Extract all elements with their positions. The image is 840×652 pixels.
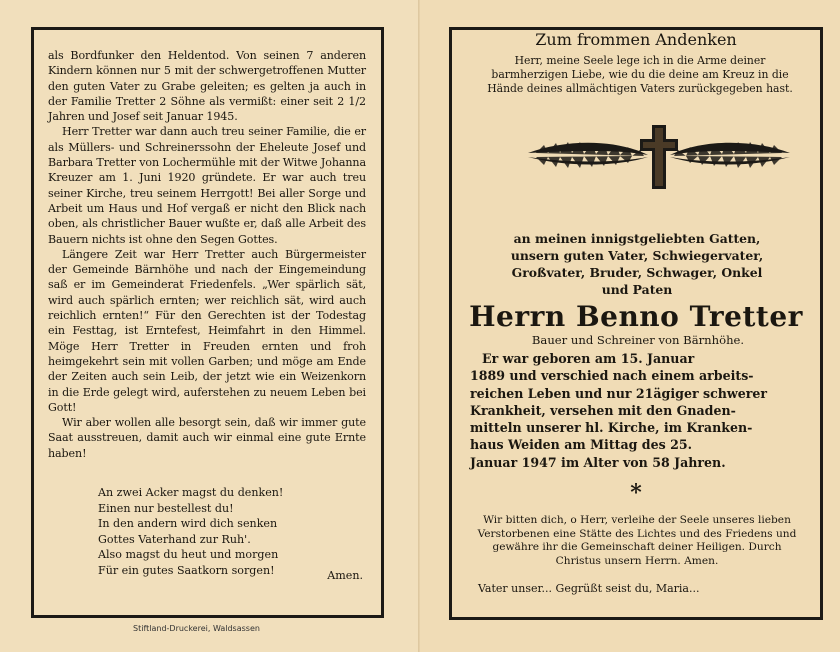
bio-line: haus Weiden am Mittag des 25. [470, 437, 693, 453]
closing-prayer: Wir bitten dich, o Herr, verleihe der Seele unseres lieben Verstorbenen eine Stätte des Lichtes und des Friedens und gewähre ihr die Gemeinschaft deiner Heiligen. Durch Christus unsern Herrn. Amen. [477, 514, 797, 568]
cross-icon [640, 125, 678, 189]
paragraph: als Bordfunker den Heldentod. Von seinen 7 anderen Kindern können nur 5 mit der schwergetroffenen Mutter den guten Vater zu Grabe geleiten; es gelten ja auch in der Familie Tretter 2 Söhne als vermißt: einer seit 2 1/2 Jahren und Josef seit Januar 1945. [48, 49, 366, 124]
memorial-heading: Zum frommen Andenken [535, 30, 737, 49]
family-line: Großvater, Bruder, Schwager, Onkel [511, 265, 763, 280]
cross-palm-icon [526, 123, 792, 191]
poem [98, 485, 283, 579]
poem-line: Einen nur bestellest du! [98, 501, 234, 515]
biography [470, 350, 800, 471]
bio-line: reichen Leben und nur 21ägiger schwerer [470, 385, 768, 401]
family-line: an meinen innigstgeliebten Gatten, [513, 231, 761, 246]
printer-credit: Stiftland-Druckerei, Waldsassen [133, 624, 260, 633]
family-line: und Paten [601, 282, 673, 297]
paragraph: Wir aber wollen alle besorgt sein, daß wir immer gute Saat ausstreuen, damit auch wir einmal eine gute Ernte haben! [48, 416, 366, 460]
final-prayer-line: Vater unser... Gegrüßt seist du, Maria... [478, 582, 700, 595]
right-border-frame [449, 27, 823, 620]
bio-line: Krankheit, versehen mit den Gnaden- [470, 402, 736, 418]
poem-line: Gottes Vaterhand zur Ruh'. [98, 532, 251, 546]
paragraph: Herr Tretter war dann auch treu seiner Familie, die er als Müllers- und Schreinerssohn der Eheleute Josef und Barbara Tretter von Lochermühle mit der Witwe Johanna Kreuzer am 1. Juni 1920 gründete. Er war auch treu seiner Kirche, treu seinem Herrgott! Bei aller Sorge und Arbeit um Haus und Hof vergaß er nicht den Blick nach oben, als christlicher Bauer wußte er, daß alle Arbeit des Bauern nichts ist ohne den Segen Gottes. [48, 125, 366, 246]
bio-line: 1889 und verschied nach einem arbeits- [470, 368, 754, 384]
left-palm-icon [528, 142, 648, 168]
paragraph: Längere Zeit war Herr Tretter auch Bürgermeister der Gemeinde Bärnhöhe und nach der Eingemeindung saß er im Gemeinderat Friedenfels. „Wer spärlich sät, wird auch spärlich ernten; wer reichlich sät, wird auch reichlich ernten!“ Für den Gerechten ist der Todestag ein Festtag, ist Erntefest, Heimfahrt in den Himmel. Möge Herr Tretter in Freuden ernten und froh heimgekehrt sein mit vollen Garben; und möge am Ende der Zeiten auch sein Leib, der jetzt wie ein Weizenkorn in die Erde gelegt wird, auferstehen zu neuem Leben bei Gott! [48, 247, 366, 414]
bio-line: Januar 1947 im Alter von 58 Jahren. [470, 454, 726, 470]
poem-line: Für ein gutes Saatkorn sorgen! [98, 563, 275, 577]
family-lines [474, 230, 800, 298]
right-palm-icon [670, 142, 790, 168]
left-body-text [48, 48, 366, 461]
star-divider: * [630, 480, 642, 506]
profession: Bauer und Schreiner von Bärnhöhe. [531, 333, 745, 347]
family-line: unsern guten Vater, Schwiegervater, [510, 248, 764, 263]
right-page [420, 0, 840, 652]
bio-line: Er war geboren am 15. Januar [482, 351, 695, 366]
bio-line: mitteln unserer hl. Kirche, im Kranken- [470, 420, 753, 436]
poem-line: Also magst du heut und morgen [98, 548, 279, 562]
poem-line: An zwei Acker magst du denken! [98, 486, 284, 499]
amen-text: Amen. [327, 569, 363, 582]
opening-prayer: Herr, meine Seele lege ich in die Arme deiner barmherzigen Liebe, wie du die deine am Kreuz in die Hände deines allmächtigen Vaters zurückgegeben hast. [487, 54, 793, 95]
deceased-name: Herrn Benno Tretter [469, 300, 803, 333]
poem-line: In den andern wird dich senken [98, 517, 278, 531]
left-border-frame [31, 27, 384, 618]
